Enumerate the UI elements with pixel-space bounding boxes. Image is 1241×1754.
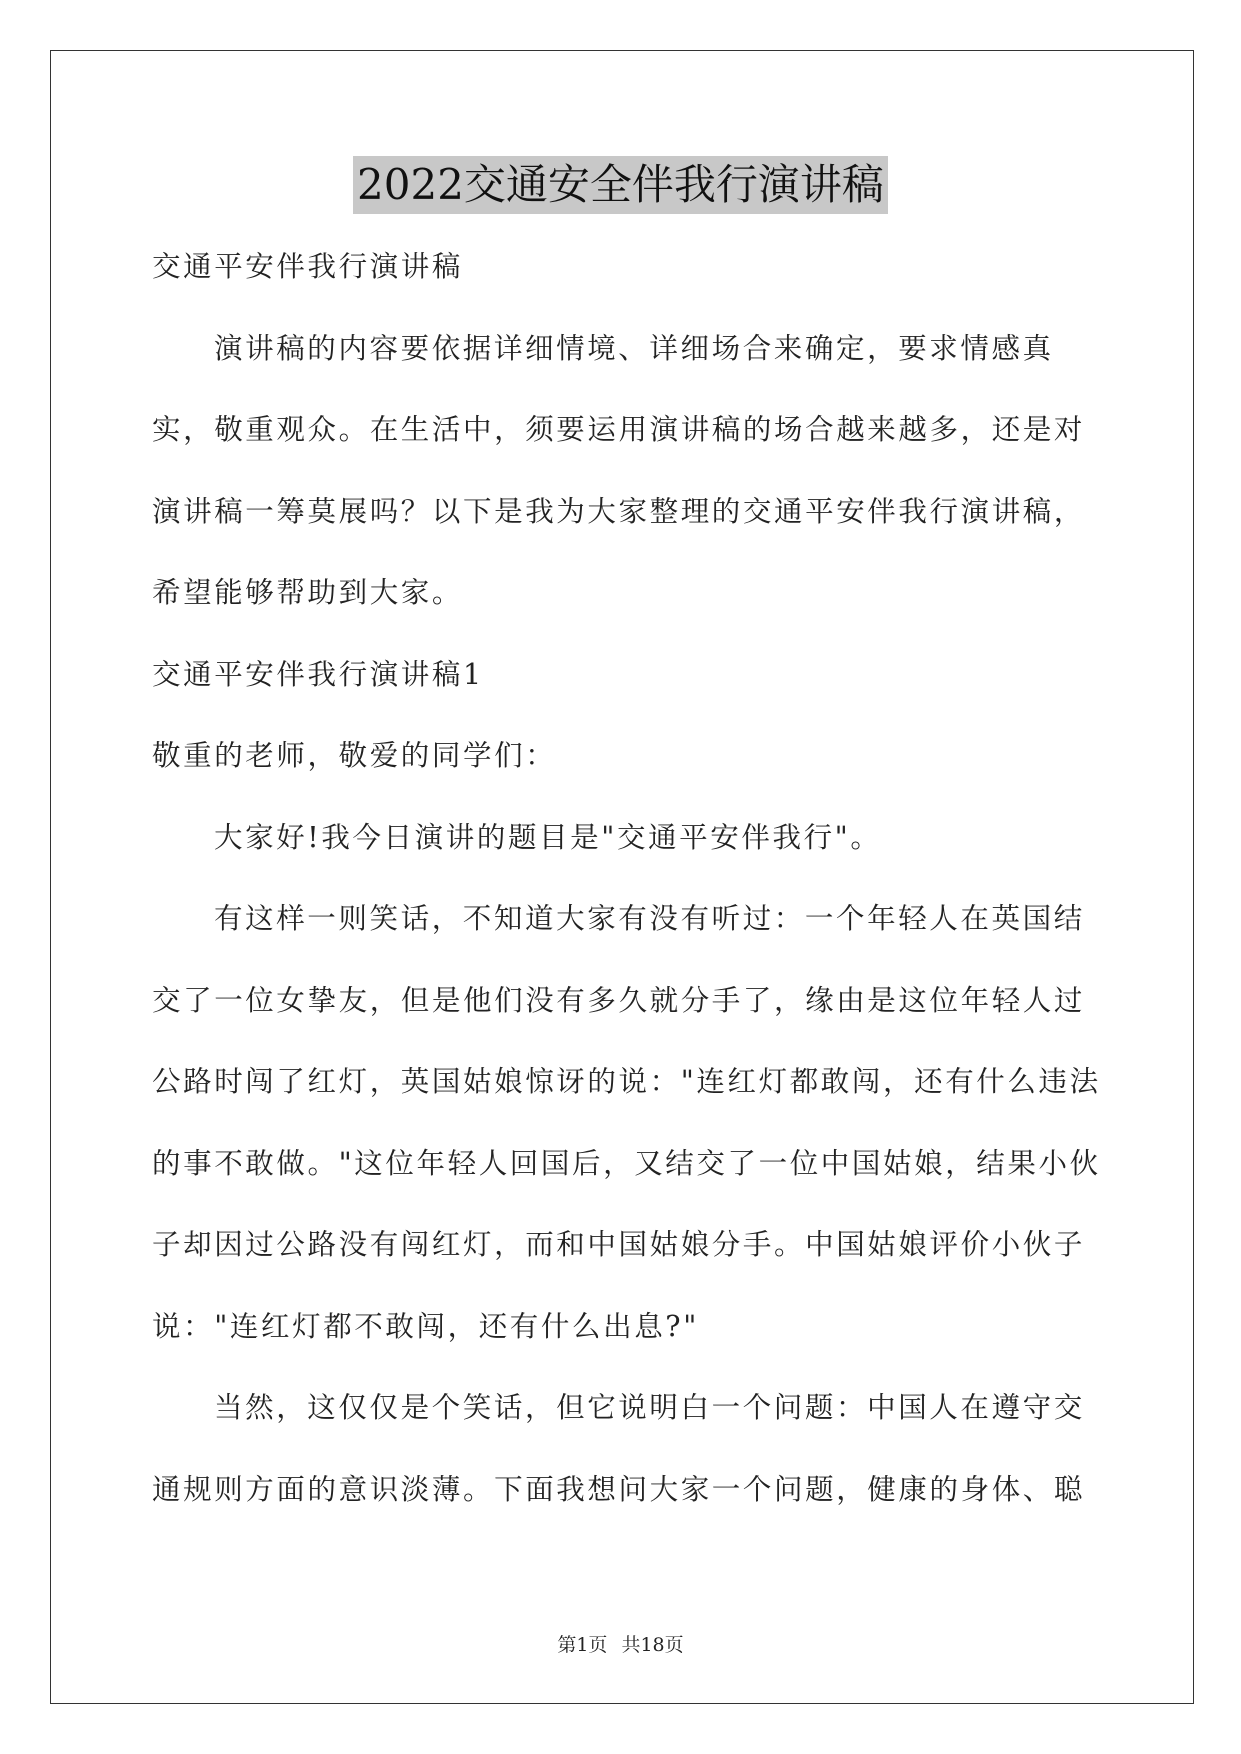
paragraph: 演讲稿的内容要依据详细情境、详细场合来确定，要求情感真实，敬重观众。在生活中，须要运用演讲稿的场合越来越多，还是对演讲稿一筹莫展吗？以下是我为大家整理的交通平安伴我行演讲稿，希望能够帮助到大家。 [152, 331, 1086, 609]
document-title: 2022交通安全伴我行演讲稿 [353, 156, 888, 214]
page-footer [0, 1630, 1241, 1657]
title-container [0, 156, 1241, 214]
paragraph: 大家好!我今日演讲的题目是"交通平安伴我行"。 [214, 820, 882, 854]
document-body [152, 226, 1102, 1530]
salutation: 敬重的老师，敬爱的同学们： [152, 739, 557, 772]
total-pages: 共18页 [621, 1634, 684, 1656]
paragraph: 当然，这仅仅是个笑话，但它说明白一个问题：中国人在遵守交通规则方面的意识淡薄。下面我想问大家一个问题，健康的身体、聪 [152, 1391, 1086, 1506]
paragraph: 有这样一则笑话，不知道大家有没有听过：一个年轻人在英国结交了一位女挚友，但是他们没有多久就分手了，缘由是这位年轻人过公路时闯了红灯，英国姑娘惊讶的说："连红灯都敢闯，还有什么违法的事不敢做。"这位年轻人回国后，又结交了一位中国姑娘，结果小伙子却因过公路没有闯红灯，而和中国姑娘分手。中国姑娘评价小伙子说："连红灯都不敢闯，还有什么出息?" [152, 902, 1101, 1343]
page-number: 第1页 [557, 1634, 608, 1656]
section-heading: 交通平安伴我行演讲稿1 [152, 657, 484, 691]
paragraph: 交通平安伴我行演讲稿 [152, 250, 464, 283]
